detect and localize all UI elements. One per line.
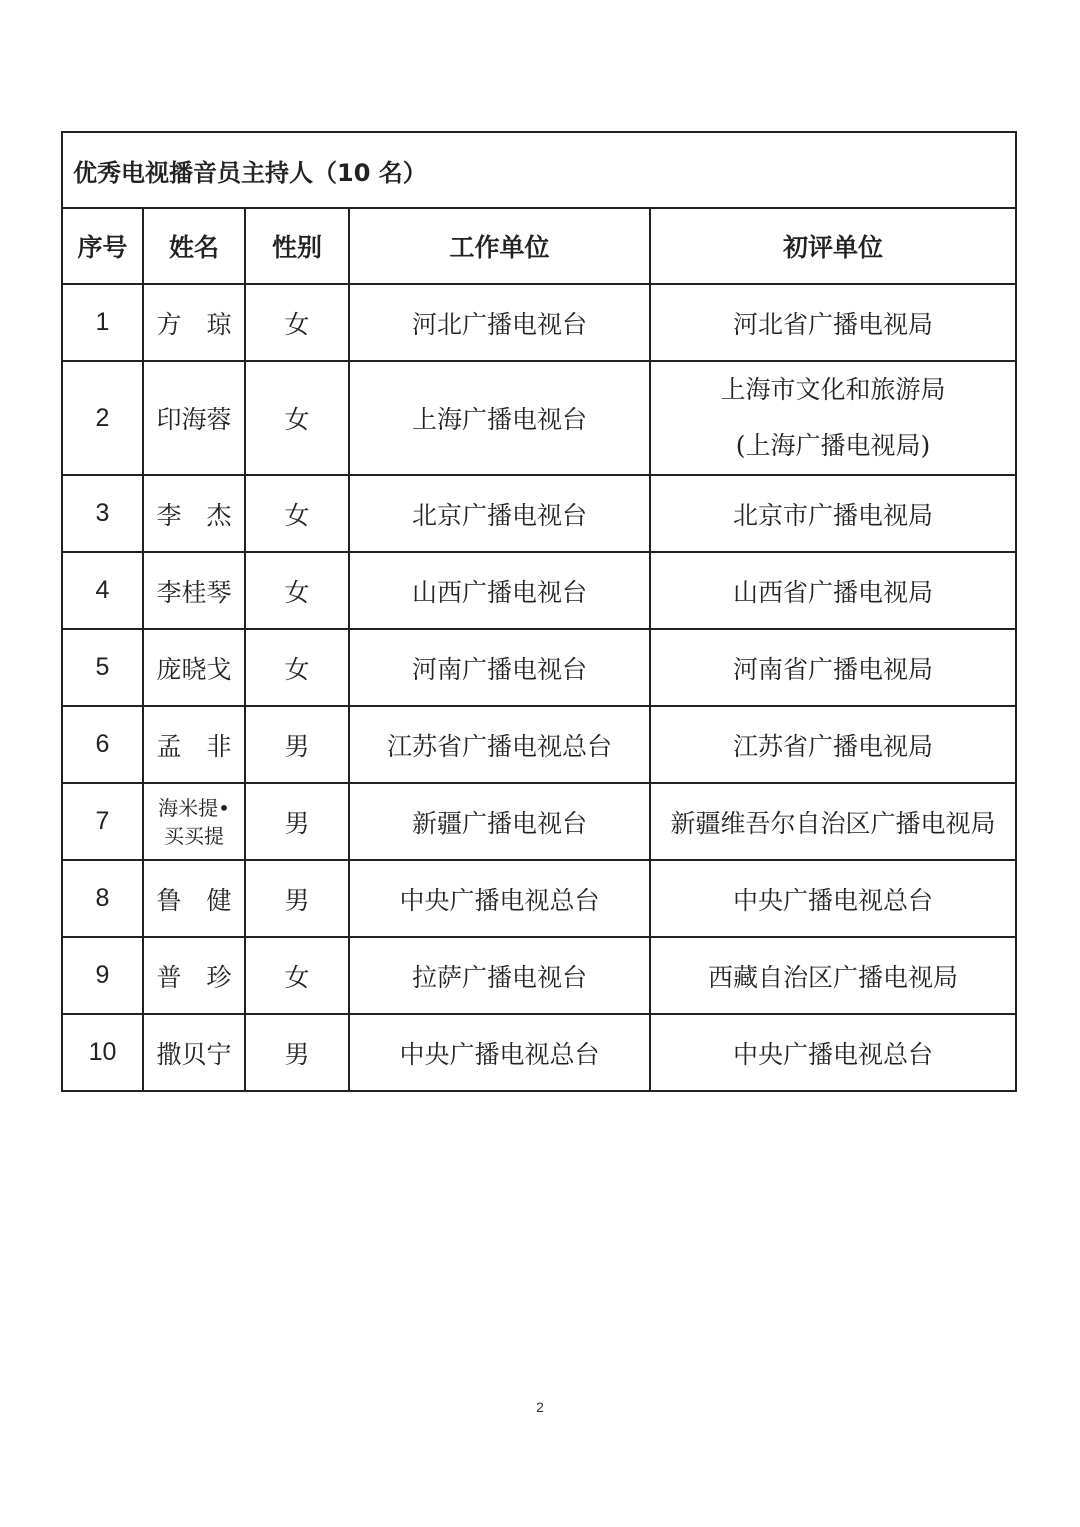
- table-row: [62, 552, 1016, 629]
- award-table: [61, 131, 1017, 1092]
- cell-review-unit: [650, 361, 1016, 475]
- header-review-unit: 初评单位: [650, 208, 1016, 284]
- cell-seq: 2: [62, 361, 143, 475]
- name-line2: 买买提: [164, 823, 224, 848]
- cell-seq: 3: [62, 475, 143, 552]
- cell-name: 普 珍: [143, 937, 245, 1014]
- cell-review-unit: 新疆维吾尔自治区广播电视局: [650, 783, 1016, 860]
- cell-gender: 男: [245, 706, 349, 783]
- cell-work-unit: 山西广播电视台: [349, 552, 650, 629]
- cell-name: 撒贝宁: [143, 1014, 245, 1091]
- table-row: [62, 706, 1016, 783]
- table-row: [62, 937, 1016, 1014]
- cell-gender: 女: [245, 552, 349, 629]
- cell-name: 方 琼: [143, 284, 245, 361]
- review-unit-line2: (上海广播电视局): [735, 431, 931, 460]
- cell-gender: 男: [245, 783, 349, 860]
- page-number: 2: [536, 1399, 544, 1415]
- cell-seq: 7: [62, 783, 143, 860]
- cell-work-unit: 上海广播电视台: [349, 361, 650, 475]
- table-row: [62, 783, 1016, 860]
- cell-seq: 9: [62, 937, 143, 1014]
- cell-work-unit: 江苏省广播电视总台: [349, 706, 650, 783]
- cell-work-unit: 北京广播电视台: [349, 475, 650, 552]
- table-row: [62, 629, 1016, 706]
- cell-name: 庞晓戈: [143, 629, 245, 706]
- cell-name: 印海蓉: [143, 361, 245, 475]
- table-title-row: [62, 132, 1016, 208]
- cell-seq: 10: [62, 1014, 143, 1091]
- cell-gender: 男: [245, 1014, 349, 1091]
- review-unit-line1: 上海市文化和旅游局: [720, 375, 946, 404]
- cell-name: 李 杰: [143, 475, 245, 552]
- cell-name: 鲁 健: [143, 860, 245, 937]
- cell-work-unit: 河南广播电视台: [349, 629, 650, 706]
- header-work-unit: 工作单位: [349, 208, 650, 284]
- header-seq: 序号: [62, 208, 143, 284]
- cell-gender: 女: [245, 475, 349, 552]
- cell-gender: 女: [245, 629, 349, 706]
- cell-seq: 5: [62, 629, 143, 706]
- table-header-row: [62, 208, 1016, 284]
- cell-review-unit: 中央广播电视总台: [650, 1014, 1016, 1091]
- table-row: [62, 475, 1016, 552]
- table-row: [62, 1014, 1016, 1091]
- cell-seq: 6: [62, 706, 143, 783]
- cell-gender: 女: [245, 937, 349, 1014]
- table-row: [62, 860, 1016, 937]
- cell-work-unit: 河北广播电视台: [349, 284, 650, 361]
- header-name: 姓名: [143, 208, 245, 284]
- cell-work-unit: 中央广播电视总台: [349, 1014, 650, 1091]
- cell-work-unit: 中央广播电视总台: [349, 860, 650, 937]
- cell-gender: 女: [245, 284, 349, 361]
- table-row: [62, 361, 1016, 475]
- cell-gender: 男: [245, 860, 349, 937]
- cell-work-unit: 新疆广播电视台: [349, 783, 650, 860]
- cell-name: [143, 783, 245, 860]
- cell-review-unit: 中央广播电视总台: [650, 860, 1016, 937]
- cell-seq: 1: [62, 284, 143, 361]
- cell-review-unit: 北京市广播电视局: [650, 475, 1016, 552]
- cell-review-unit: 河北省广播电视局: [650, 284, 1016, 361]
- table-title: 优秀电视播音员主持人（10 名）: [62, 132, 1016, 208]
- cell-review-unit: 河南省广播电视局: [650, 629, 1016, 706]
- cell-name: 孟 非: [143, 706, 245, 783]
- name-line1: 海米提•: [158, 795, 230, 820]
- cell-seq: 8: [62, 860, 143, 937]
- cell-name: 李桂琴: [143, 552, 245, 629]
- cell-work-unit: 拉萨广播电视台: [349, 937, 650, 1014]
- cell-seq: 4: [62, 552, 143, 629]
- cell-review-unit: 西藏自治区广播电视局: [650, 937, 1016, 1014]
- header-gender: 性别: [245, 208, 349, 284]
- cell-review-unit: 山西省广播电视局: [650, 552, 1016, 629]
- cell-review-unit: 江苏省广播电视局: [650, 706, 1016, 783]
- cell-gender: 女: [245, 361, 349, 475]
- table-row: [62, 284, 1016, 361]
